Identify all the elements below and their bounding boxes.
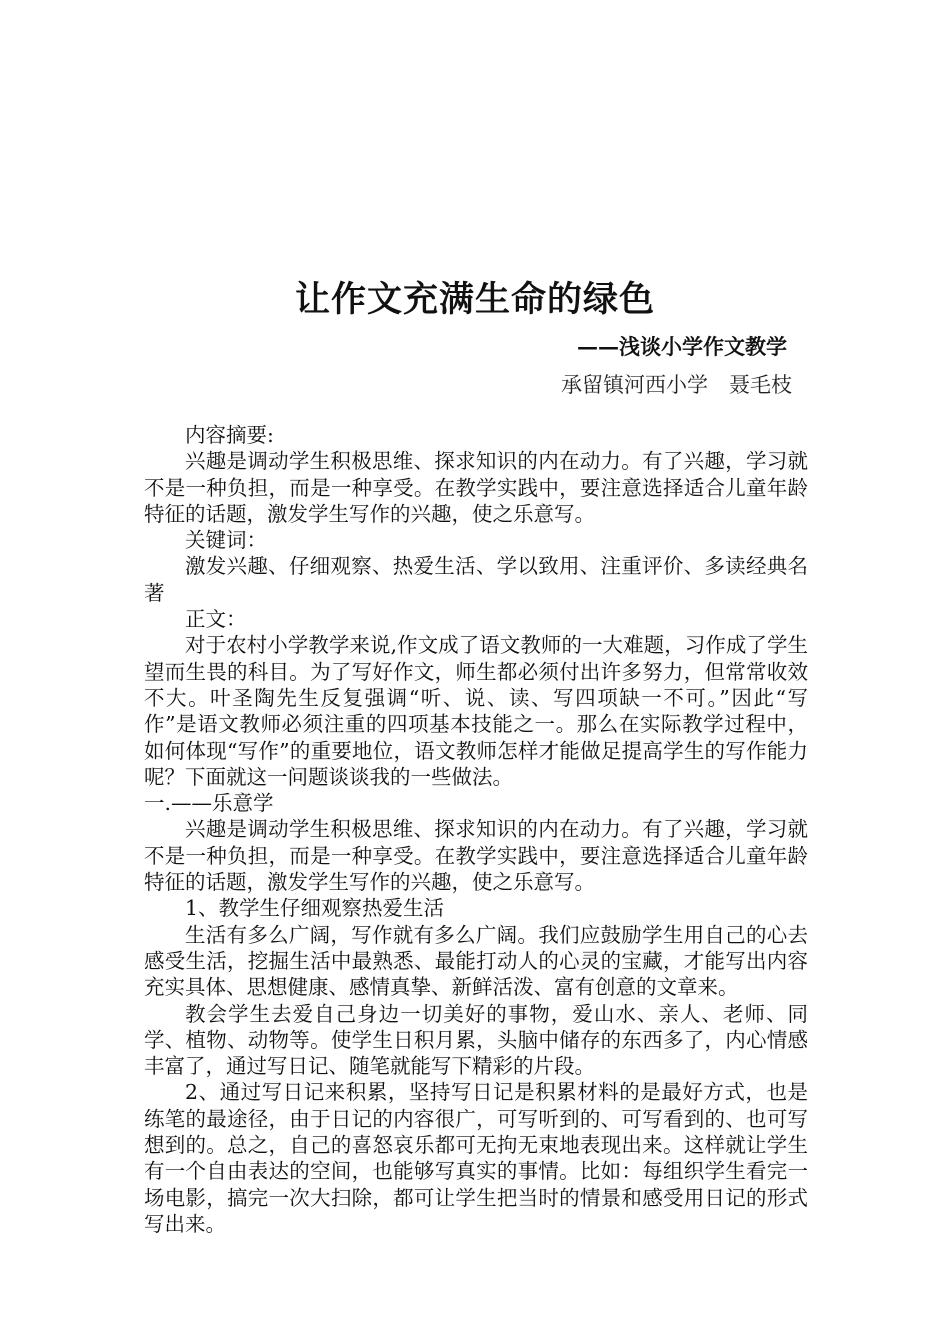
paragraph: 激发兴趣、仔细观察、热爱生活、学以致用、注重评价、多读经典名著 bbox=[144, 554, 808, 605]
paragraph: 对于农村小学教学来说,作文成了语文教师的一大难题，习作成了学生望而生畏的科目。为了写好作文，师生都必须付出许多努力，但常常收效不大。叶圣陶先生反复强调“听、说、读、写四项缺一不可。”因此“写作”是语文教师必须注重的四项基本技能之一。那么在实际教学过程中，如何体现“写作”的重要地位，语文教师怎样才能做足提高学生的写作能力呢？下面就这一问题谈谈我的一些做法。 bbox=[144, 633, 808, 789]
paragraph: 正文： bbox=[185, 607, 247, 632]
paragraph: 兴趣是调动学生积极思维、探求知识的内在动力。有了兴趣，学习就不是一种负担，而是一种享受。在教学实践中，要注意选择适合儿童年龄特征的话题，激发学生写作的兴趣，使之乐意写。 bbox=[144, 817, 808, 895]
article-author: 承留镇河西小学 聂毛枝 bbox=[561, 373, 792, 397]
paragraph: 2、通过写日记来积累，坚持写日记是积累材料的是最好方式，也是练笔的最途径，由于日记的内容很广，可写听到的、可写看到的、也可写想到的。总之，自己的喜怒哀乐都可无拘无束地表现出来。这样就让学生有一个自由表达的空间，也能够写真实的事情。比如：每组织学生看完一场电影，搞完一次大扫除，都可让学生把当时的情景和感受用日记的形式写出来。 bbox=[144, 1080, 808, 1236]
article-title: 让作文充满生命的绿色 bbox=[294, 279, 655, 320]
paragraph: 兴趣是调动学生积极思维、探求知识的内在动力。有了兴趣，学习就不是一种负担，而是一种享受。在教学实践中，要注意选择适合儿童年龄特征的话题，激发学生写作的兴趣，使之乐意写。 bbox=[144, 449, 808, 526]
paragraph: 教会学生去爱自己身边一切美好的事物，爱山水、亲人、老师、同学、植物、动物等。使学生日积月累，头脑中储存的东西多了，内心情感丰富了，通过写日记、随笔就能写下精彩的片段。 bbox=[144, 1001, 808, 1079]
article-subtitle: ——浅谈小学作文教学 bbox=[577, 334, 787, 359]
paragraph: 关键词： bbox=[185, 528, 267, 553]
article-body bbox=[144, 422, 808, 1237]
section-heading: 一.——乐意学 bbox=[144, 791, 274, 816]
paragraph: 生活有多么广阔，写作就有多么广阔。我们应鼓励学生用自己的心去感受生活，挖掘生活中最熟悉、最能打动人的心灵的宝藏，才能写出内容充实具体、思想健康、感情真挚、新鲜活泼、富有创意的文章来。 bbox=[144, 922, 808, 1000]
subsection-heading: 1、教学生仔细观察热爱生活 bbox=[185, 896, 445, 921]
paragraph: 内容摘要: bbox=[185, 423, 274, 447]
